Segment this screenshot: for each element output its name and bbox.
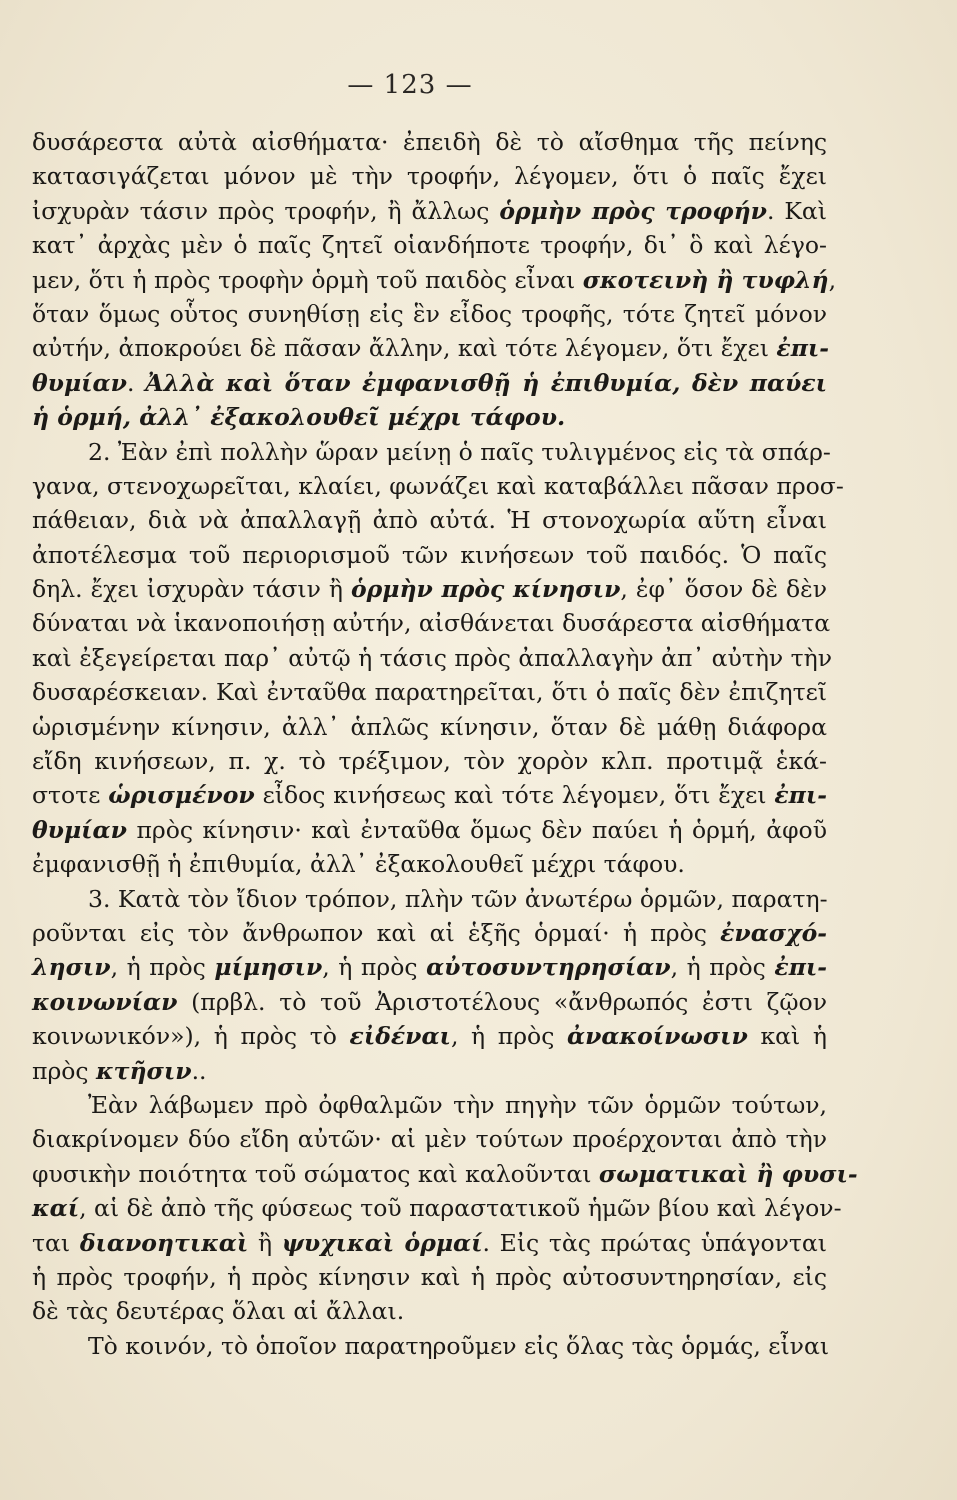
text-segment: εἴδη κινήσεων, π. χ. τὸ τρέξιμον, τὸν χορὸν κλπ. προτιμᾷ ἑκά- — [32, 747, 827, 776]
text-segment: ἢ — [248, 1228, 282, 1257]
text-line — [32, 641, 833, 675]
text-segment: δηλ. ἔχει ἰσχυρὰν τάσιν ἢ — [32, 575, 351, 604]
text-line — [32, 882, 827, 916]
emphasized-text: λησιν — [32, 953, 111, 982]
text-line — [32, 469, 844, 503]
text-segment: φυσικὴν ποιότητα τοῦ σώματος καὶ καλοῦνται — [32, 1159, 599, 1188]
text-line — [32, 1294, 827, 1328]
text-segment: καὶ ἡ — [747, 1022, 827, 1051]
text-segment: δὲ τὰς δευτέρας ὅλαι αἱ ἄλλαι. — [32, 1297, 405, 1326]
emphasized-text: θυμίαν — [32, 815, 127, 844]
text-line — [32, 1088, 827, 1122]
text-segment: 3. Κατὰ τὸν ἴδιον τρόπον, πλὴν τῶν ἀνωτέρω ὁρμῶν, παρατη- — [88, 884, 828, 913]
text-line — [32, 985, 827, 1019]
text-segment: . — [126, 368, 146, 397]
text-segment: , ἐφ᾽ ὅσον δὲ δὲν — [620, 575, 827, 604]
text-line — [32, 159, 827, 193]
text-segment: . Καὶ — [767, 196, 827, 225]
text-line — [32, 950, 827, 984]
text-segment: , ἡ πρὸς — [110, 953, 215, 982]
text-line — [32, 400, 827, 434]
text-segment: καὶ ἐξεγείρεται παρ᾽ αὐτῷ ἡ τάσις πρὸς ἀπαλλαγὴν ἀπ᾽ αὐτὴν τὴν — [32, 643, 833, 672]
text-segment: ἡ πρὸς τροφήν, ἡ πρὸς κίνησιν καὶ ἡ πρὸς αὐτοσυντηρησίαν, εἰς — [32, 1262, 827, 1291]
text-segment: αὐτήν, ἀποκρούει δὲ πᾶσαν ἄλλην, καὶ τότε λέγομεν, ὅτι ἔχει — [32, 334, 777, 363]
text-segment: δυσαρέσκειαν. Καὶ ἐνταῦθα παρατηρεῖται, ὅτι ὁ παῖς δὲν ἐπιζητεῖ — [32, 678, 827, 707]
text-segment: , — [828, 265, 837, 294]
text-line — [32, 331, 830, 365]
emphasized-text: ὁρμὴν πρὸς κίνησιν — [350, 575, 621, 604]
emphasized-text: κτῆσιν — [96, 1056, 192, 1085]
text-line — [32, 1191, 842, 1225]
text-segment: ἀποτέλεσμα τοῦ περιορισμοῦ τῶν κινήσεων τοῦ παιδός. Ὁ παῖς — [32, 540, 827, 569]
text-line — [32, 366, 827, 400]
text-line — [32, 778, 827, 812]
emphasized-text: ἡ ὁρμή, ἀλλ᾽ ἐξακολουθεῖ μέχρι τάφου. — [32, 403, 566, 432]
text-line — [32, 1054, 827, 1088]
text-line — [32, 572, 827, 606]
text-segment: διακρίνομεν δύο εἴδη αὐτῶν· αἱ μὲν τούτων προέρχονται ἀπὸ τὴν — [32, 1125, 827, 1154]
emphasized-text: ἐπι- — [776, 334, 830, 363]
text-segment: ὡρισμένην κίνησιν, ἀλλ᾽ ἁπλῶς κίνησιν, ὅταν δὲ μάθῃ διάφορα — [32, 712, 827, 741]
emphasized-text: ἐπι- — [774, 953, 828, 982]
text-segment: 2. Ἐὰν ἐπὶ πολλὴν ὥραν μείνῃ ὁ παῖς τυλιγμένος εἰς τὰ σπάρ- — [88, 437, 831, 466]
text-line — [32, 675, 827, 709]
text-segment: εἶδος κινήσεως καὶ τότε λέγομεν, ὅτι ἔχει — [254, 781, 775, 810]
text-segment: στοτε — [32, 781, 109, 810]
text-line — [32, 263, 837, 297]
emphasized-text: Ἀλλὰ καὶ ὅταν ἐμφανισθῇ ἡ ἐπιθυμία, δὲν παύει — [145, 368, 827, 397]
text-segment: ἰσχυρὰν τάσιν πρὸς τροφήν, ἢ ἄλλως — [32, 196, 500, 225]
text-segment: ται — [32, 1228, 80, 1257]
text-line — [32, 125, 827, 159]
text-line — [32, 1019, 827, 1053]
text-segment: κατασιγάζεται μόνον μὲ τὴν τροφήν, λέγομεν, ὅτι ὁ παῖς ἔχει — [32, 162, 827, 191]
text-segment: μεν, ὅτι ἡ πρὸς τροφὴν ὁρμὴ τοῦ παιδὸς εἶναι — [32, 265, 583, 294]
text-line — [32, 1157, 858, 1191]
emphasized-text: ὁρμὴν πρὸς τροφήν — [499, 196, 767, 225]
text-segment: πάθειαν, διὰ νὰ ἀπαλλαγῇ ἀπὸ αὐτά. Ἡ στονοχωρία αὕτη εἶναι — [32, 506, 827, 535]
text-segment: Τὸ κοινόν, τὸ ὁποῖον παρατηροῦμεν εἰς ὅλας τὰς ὁρμάς, εἶναι — [88, 1331, 830, 1360]
emphasized-text: καί — [32, 1194, 80, 1223]
emphasized-text: ἐνασχό- — [720, 918, 827, 947]
emphasized-text: αὐτοσυντηρησίαν — [426, 953, 671, 982]
text-line — [32, 435, 831, 469]
text-segment: δυσάρεστα αὐτὰ αἰσθήματα· ἐπειδὴ δὲ τὸ αἴσθημα τῆς πείνης — [32, 128, 827, 156]
text-line — [32, 538, 827, 572]
text-line — [32, 1226, 827, 1260]
text-segment: , αἱ δὲ ἀπὸ τῆς φύσεως τοῦ παραστατικοῦ ἡμῶν βίου καὶ λέγον- — [79, 1194, 842, 1223]
emphasized-text: σωματικαὶ ἢ φυσι- — [598, 1159, 858, 1188]
text-line — [32, 710, 827, 744]
page-number: — 123 — — [347, 70, 473, 100]
emphasized-text: σκοτεινὴ ἢ τυφλή — [582, 265, 829, 294]
text-line — [32, 847, 827, 881]
text-segment: πρὸς κίνησιν· καὶ ἐνταῦθα ὅμως δὲν παύει ἡ ὁρμή, ἀφοῦ — [126, 815, 827, 844]
text-line — [32, 1122, 827, 1156]
text-segment: πρὸς — [32, 1056, 97, 1085]
text-segment: , ἡ πρὸς — [670, 953, 775, 982]
emphasized-text: θυμίαν — [32, 368, 127, 397]
text-line — [32, 744, 827, 778]
text-segment: κατ᾽ ἀρχὰς μὲν ὁ παῖς ζητεῖ οἱανδήποτε τροφήν, δι᾽ ὃ καὶ λέγο- — [32, 231, 827, 260]
emphasized-text: ψυχικαὶ ὁρμαί — [281, 1228, 483, 1257]
text-line — [32, 194, 827, 228]
text-segment: , ἡ πρὸς — [322, 953, 427, 982]
text-segment: γανα, στενοχωρεῖται, κλαίει, φωνάζει καὶ καταβάλλει πᾶσαν προσ- — [32, 471, 844, 500]
emphasized-text: εἰδέναι — [349, 1022, 451, 1051]
text-line — [32, 1260, 827, 1294]
text-line — [32, 503, 827, 537]
text-line — [32, 813, 827, 847]
emphasized-text: ἀνακοίνωσιν — [567, 1022, 748, 1051]
text-segment: .. — [191, 1056, 207, 1085]
emphasized-text: κοινωνίαν — [32, 987, 178, 1016]
text-line — [32, 916, 827, 950]
text-segment: δύναται νὰ ἱκανοποιήσῃ αὐτήν, αἰσθάνεται δυσάρεστα αἰσθήματα — [32, 609, 831, 638]
emphasized-text: ὡρισμένον — [108, 781, 255, 810]
emphasized-text: διανοητικαὶ — [79, 1228, 249, 1257]
text-segment: ὅταν ὅμως οὗτος συνηθίσῃ εἰς ἓν εἶδος τροφῆς, τότε ζητεῖ μόνον — [32, 299, 827, 328]
text-segment: , ἡ πρὸς — [450, 1022, 568, 1051]
body-text — [32, 125, 858, 1363]
text-segment: ἐμφανισθῇ ἡ ἐπιθυμία, ἀλλ᾽ ἐξακολουθεῖ μέχρι τάφου. — [32, 850, 685, 879]
text-segment: (πρβλ. τὸ τοῦ Ἀριστοτέλους «ἄνθρωπός ἐστι ζῷον — [177, 987, 827, 1016]
text-segment: ροῦνται εἰς τὸν ἄνθρωπον καὶ αἱ ἑξῆς ὁρμαί· ἡ πρὸς — [32, 918, 721, 947]
text-line — [32, 228, 827, 262]
emphasized-text: μίμησιν — [214, 953, 323, 982]
text-line — [32, 1329, 830, 1363]
text-segment: κοινωνικόν»), ἡ πρὸς τὸ — [32, 1022, 350, 1051]
text-line — [32, 606, 831, 640]
text-line — [32, 297, 827, 331]
text-segment: . Εἰς τὰς πρώτας ὑπάγονται — [482, 1228, 828, 1257]
emphasized-text: ἐπι- — [774, 781, 828, 810]
text-segment: Ἐὰν λάβωμεν πρὸ ὀφθαλμῶν τὴν πηγὴν τῶν ὁρμῶν τούτων, — [88, 1090, 827, 1119]
